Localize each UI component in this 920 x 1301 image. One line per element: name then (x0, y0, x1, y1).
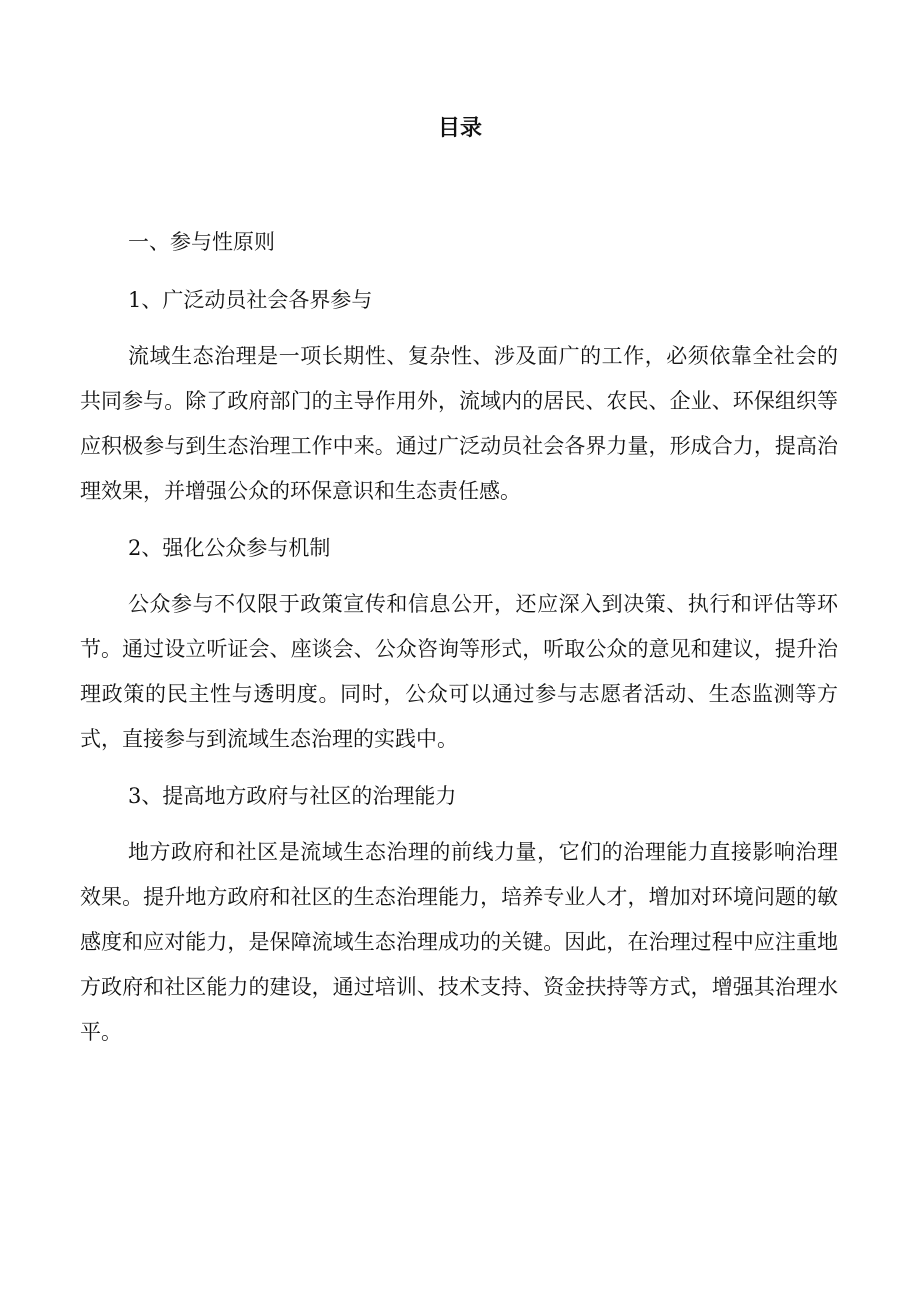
paragraph-2: 公众参与不仅限于政策宣传和信息公开，还应深入到决策、执行和评估等环节。通过设立听证会、座谈会、公众咨询等形式，听取公众的意见和建议，提升治理政策的民主性与透明度。同时，公众可以通过参与志愿者活动、生态监测等方式，直接参与到流域生态治理的实践中。 (80, 592, 838, 751)
section-heading-1: 一、参与性原则 (128, 230, 275, 254)
subsection-heading-2: 2、强化公众参与机制 (128, 536, 331, 560)
subsection-heading-3: 3、提高地方政府与社区的治理能力 (128, 784, 457, 808)
paragraph-3: 地方政府和社区是流域生态治理的前线力量，它们的治理能力直接影响治理效果。提升地方政府和社区的生态治理能力，培养专业人才，增加对环境问题的敏感度和应对能力，是保障流域生态治理成功的关键。因此，在治理过程中应注重地方政府和社区能力的建设，通过培训、技术支持、资金扶持等方式，增强其治理水平。 (80, 840, 838, 1044)
paragraph-1: 流域生态治理是一项长期性、复杂性、涉及面广的工作，必须依靠全社会的共同参与。除了政府部门的主导作用外，流域内的居民、农民、企业、环保组织等应积极参与到生态治理工作中来。通过广泛动员社会各界力量，形成合力，提高治理效果，并增强公众的环保意识和生态责任感。 (80, 344, 838, 503)
page-title: 目录 (437, 116, 482, 141)
document-body (80, 218, 838, 1065)
subsection-heading-1: 1、广泛动员社会各界参与 (128, 288, 373, 312)
